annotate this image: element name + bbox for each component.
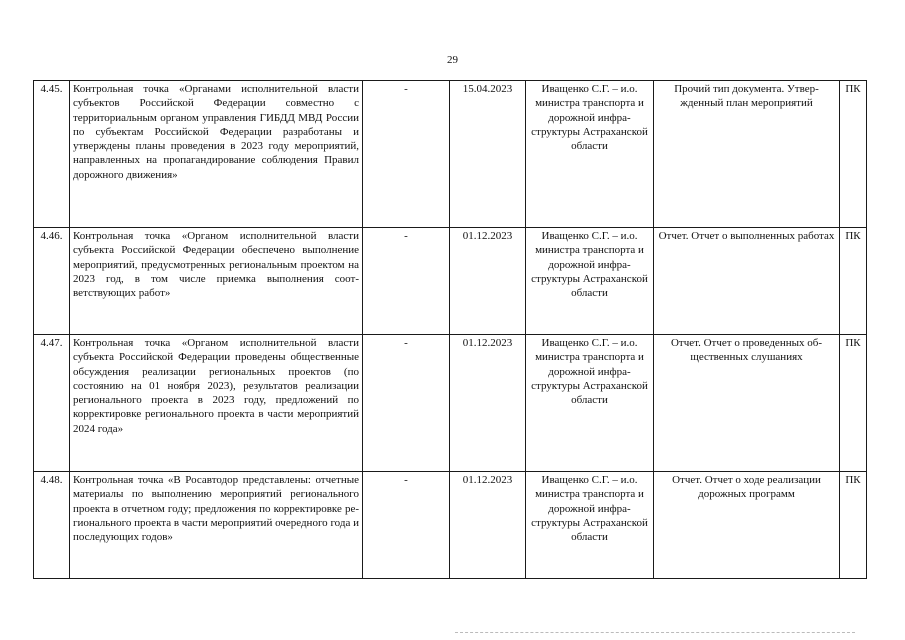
start-date-cell: - — [363, 335, 450, 472]
result-document-type: Прочий тип документа. Утвержденный план мероприятий — [654, 81, 840, 228]
end-date-cell: 01.12.2023 — [450, 228, 526, 335]
responsible-person: Иващенко С.Г. – и.о. министра транспорта и дорожной инфраструктуры Астраханской области — [526, 472, 654, 579]
checkpoint-description: Контрольная точка «В Росавтодор представлены: отчетные материалы по выполнению мероприятий регионального проекта в отчетном году; предложения по корректировке регионального проекта в части мероприятий очередного года и последующих годов» — [70, 472, 363, 579]
start-date-cell: - — [363, 472, 450, 579]
responsible-person: Иващенко С.Г. – и.о. министра транспорта и дорожной инфраструктуры Астраханской области — [526, 81, 654, 228]
checkpoint-description: Контрольная точка «Органом исполнительной власти субъекта Российской Федерации обеспечено выполнение мероприятий, предусмотренных региональным проектом на 2023 год, в том числе приемка выполнения соответствующих работ» — [70, 228, 363, 335]
table-row — [34, 335, 867, 472]
end-date-cell: 01.12.2023 — [450, 335, 526, 472]
start-date-cell: - — [363, 228, 450, 335]
page-number: 29 — [447, 54, 458, 66]
result-document-type: Отчет. Отчет о выполненных работах — [654, 228, 840, 335]
checkpoints-table — [33, 80, 867, 579]
responsible-person: Иващенко С.Г. – и.о. министра транспорта и дорожной инфраструктуры Астраханской области — [526, 335, 654, 472]
checkpoint-description: Контрольная точка «Органами исполнительной власти субъектов Российской Федерации совместно с территориальным органом управления ГИБДД МВД России по субъектам Российской Федерации разработаны и утверждены планы проведения в 2023 году мероприятий, направленных на пропагандирование соблюдения Правил дорожного движения» — [70, 81, 363, 228]
checkpoint-description: Контрольная точка «Органом исполнительной власти субъекта Российской Федерации проведены общественные обсуждения реализации региональных проектов (по состоянию на 01 ноября 2023), результатов реализации регионального проекта в 2023 году, предложений по корректировке регионального проекта в части мероприятий 2024 года» — [70, 335, 363, 472]
row-number: 4.47. — [34, 335, 70, 472]
row-number: 4.45. — [34, 81, 70, 228]
result-document-type: Отчет. Отчет о ходе реализации дорожных программ — [654, 472, 840, 579]
level-code: ПК — [840, 228, 867, 335]
level-code: ПК — [840, 335, 867, 472]
row-number: 4.48. — [34, 472, 70, 579]
table-row — [34, 228, 867, 335]
level-code: ПК — [840, 81, 867, 228]
table-row — [34, 81, 867, 228]
page-bottom-edge — [455, 632, 855, 634]
level-code: ПК — [840, 472, 867, 579]
start-date-cell: - — [363, 81, 450, 228]
row-number: 4.46. — [34, 228, 70, 335]
responsible-person: Иващенко С.Г. – и.о. министра транспорта и дорожной инфраструктуры Астраханской области — [526, 228, 654, 335]
table-row — [34, 472, 867, 579]
end-date-cell: 15.04.2023 — [450, 81, 526, 228]
result-document-type: Отчет. Отчет о проведенных общественных слушаниях — [654, 335, 840, 472]
end-date-cell: 01.12.2023 — [450, 472, 526, 579]
